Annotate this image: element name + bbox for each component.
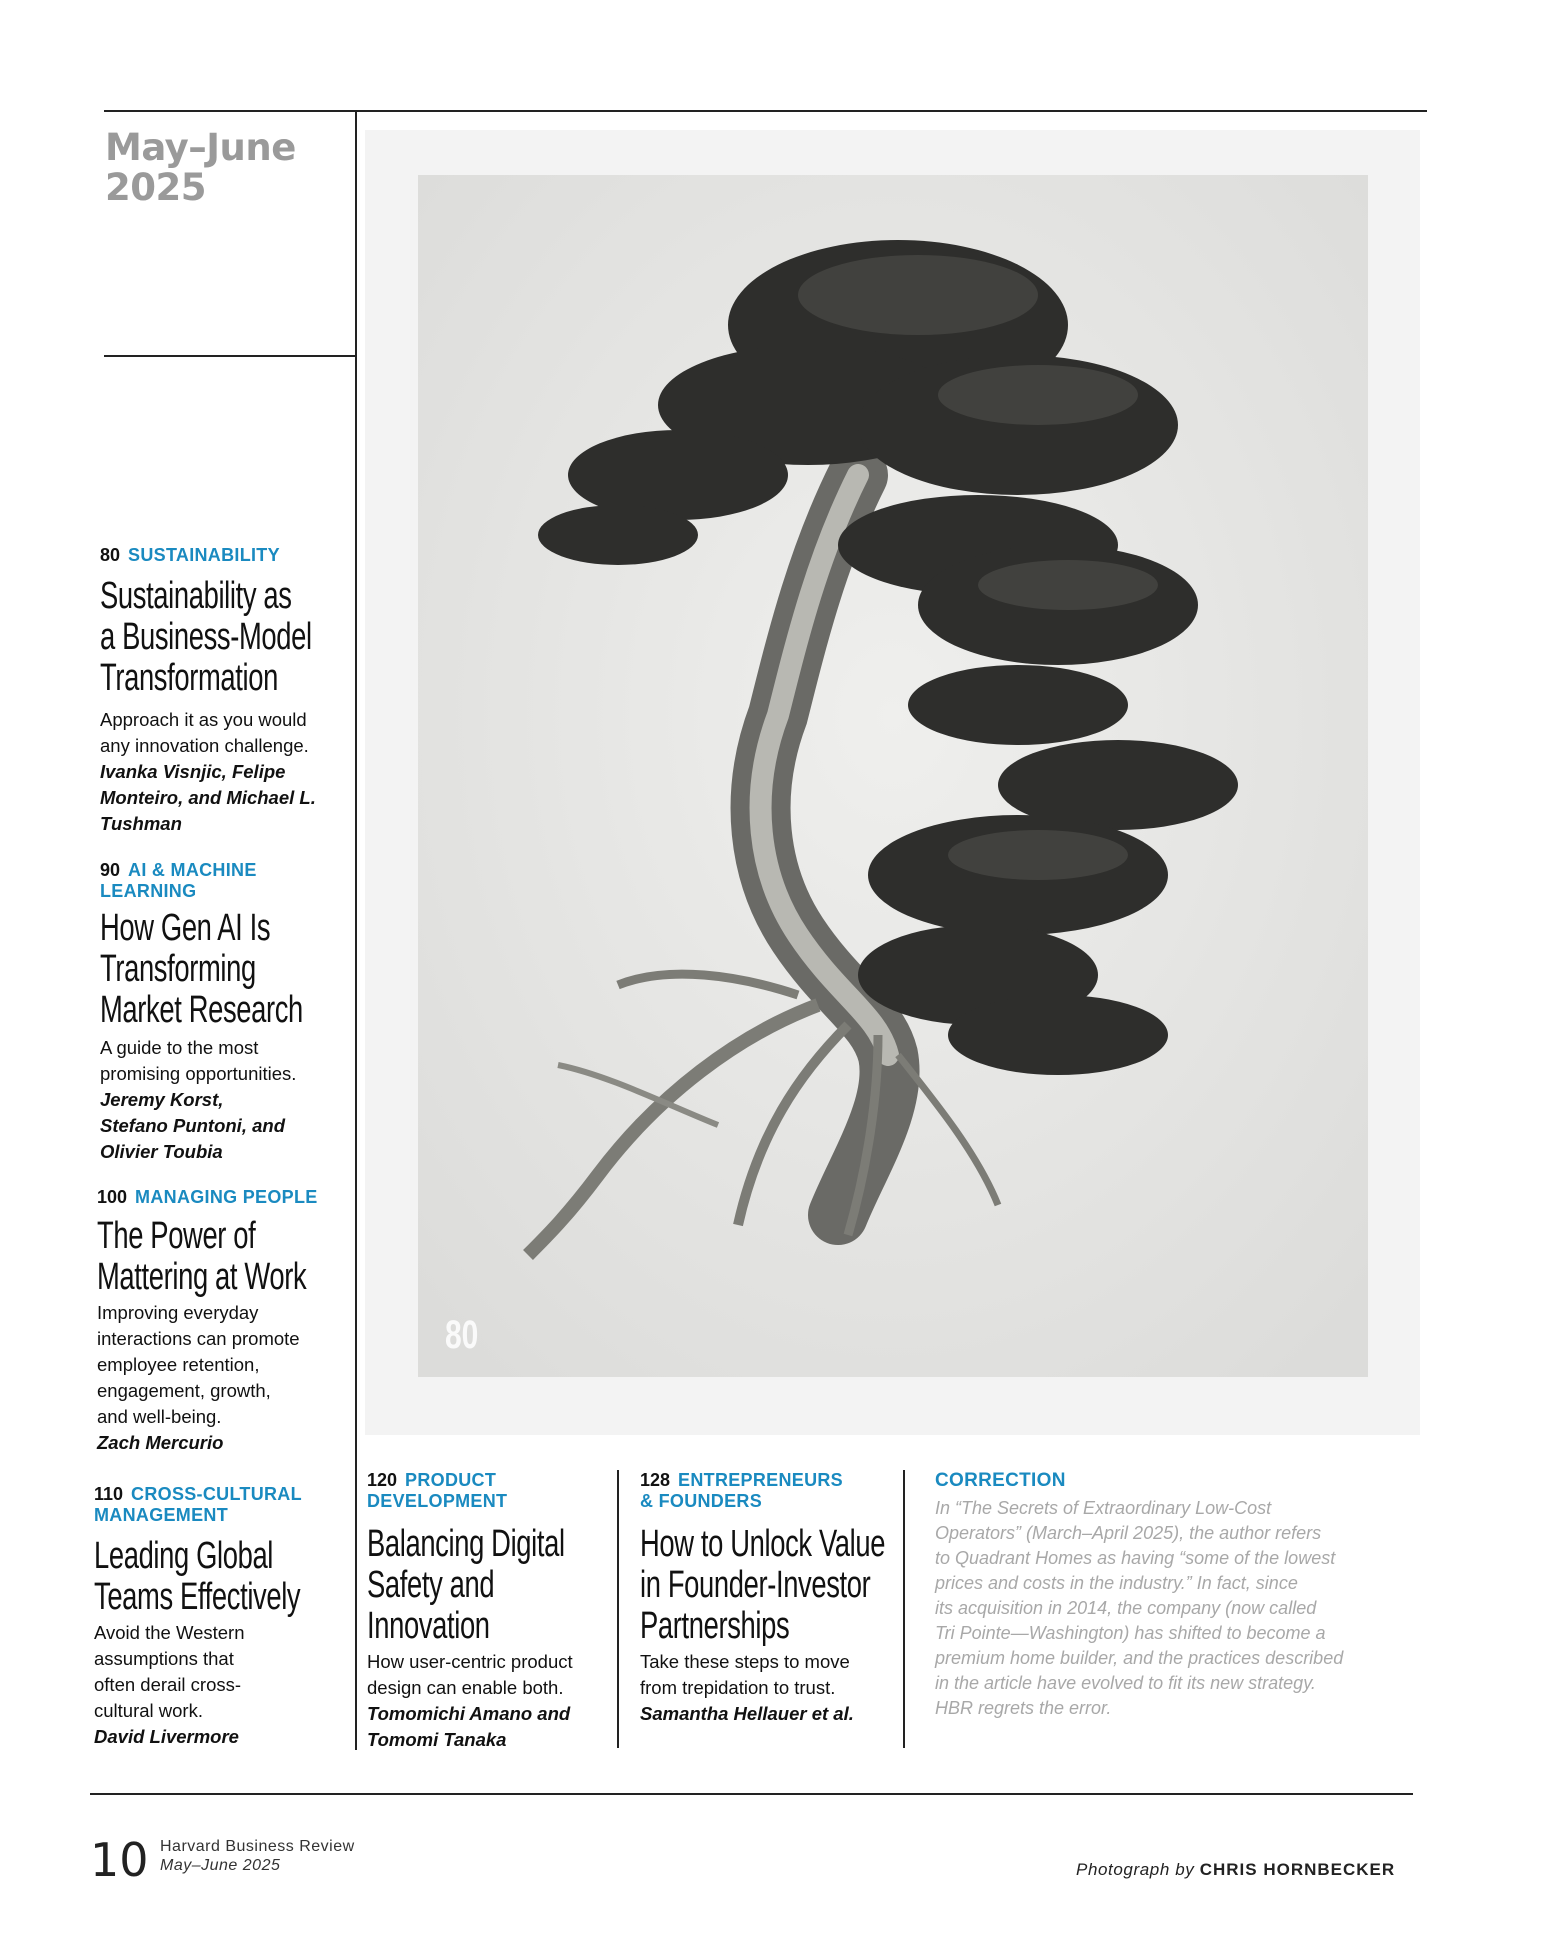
article-department: AI & MACHINE: [128, 860, 257, 880]
dek-line: from trepidation to trust.: [640, 1677, 836, 1698]
title-line: Safety and: [367, 1564, 495, 1606]
author-line: Zach Mercurio: [97, 1432, 224, 1453]
title-line: Transforming: [100, 948, 256, 990]
correction-line: to Quadrant Homes as having “some of the lowest: [935, 1548, 1336, 1568]
dek-line: engagement, growth,: [97, 1380, 271, 1401]
article-authors: [100, 759, 350, 837]
dek-line: design can enable both.: [367, 1677, 564, 1698]
title-line: The Power of: [97, 1215, 256, 1257]
author-line: David Livermore: [94, 1726, 239, 1747]
article-page-number: 120: [367, 1470, 398, 1490]
date-box-bottom-rule: [104, 355, 356, 357]
photo-credit: [1076, 1860, 1395, 1880]
issue-date: [105, 128, 296, 208]
bottom-column-divider-2: [903, 1470, 905, 1748]
dek-line: often derail cross-: [94, 1674, 242, 1695]
article-department: PRODUCT: [405, 1470, 497, 1490]
dek-line: any innovation challenge.: [100, 735, 309, 756]
article-title[interactable]: [97, 1215, 307, 1298]
correction-heading: CORRECTION: [935, 1470, 1066, 1491]
issue-date-month: May–June: [105, 126, 296, 169]
article-header: [100, 860, 350, 902]
top-rule: [104, 110, 1427, 112]
dek-line: Take these steps to move: [640, 1651, 850, 1672]
article-department-line2: MANAGEMENT: [94, 1505, 228, 1525]
article-department: SUSTAINABILITY: [128, 545, 280, 565]
author-line: Ivanka Visnjic, Felipe: [100, 761, 286, 782]
dek-line: promising opportunities.: [100, 1063, 297, 1084]
author-line: Olivier Toubia: [100, 1141, 223, 1162]
footer-rule: [90, 1793, 1413, 1795]
article-title[interactable]: [100, 575, 312, 699]
author-line: Monteiro, and Michael L.: [100, 787, 316, 808]
author-line: Samantha Hellauer et al.: [640, 1703, 854, 1724]
dek-line: interactions can promote: [97, 1328, 300, 1349]
article-department-line2: DEVELOPMENT: [367, 1491, 508, 1511]
dek-line: and well-being.: [97, 1406, 222, 1427]
magazine-name: Harvard Business Review: [160, 1838, 355, 1855]
article-department-line2: & FOUNDERS: [640, 1491, 763, 1511]
correction-line: Operators” (March–April 2025), the author refers: [935, 1523, 1322, 1543]
article-header: [640, 1470, 895, 1512]
correction-body: [935, 1496, 1385, 1721]
article-department: MANAGING PEOPLE: [135, 1187, 318, 1207]
article-managing-people[interactable]: [97, 1187, 352, 1456]
dek-line: employee retention,: [97, 1354, 260, 1375]
article-page-number: 110: [94, 1484, 124, 1504]
article-header: [97, 1187, 352, 1208]
dek-line: Avoid the Western: [94, 1622, 245, 1643]
dek-line: Improving everyday: [97, 1302, 259, 1323]
title-line: Sustainability as: [100, 575, 292, 617]
article-page-number: 90: [100, 860, 121, 880]
bottom-column-divider-1: [617, 1470, 619, 1748]
dek-line: How user-centric product: [367, 1651, 573, 1672]
dek-line: Approach it as you would: [100, 709, 307, 730]
article-authors: [640, 1701, 895, 1727]
bonsai-tree-photo: [418, 175, 1368, 1377]
title-line: Leading Global: [94, 1535, 274, 1577]
title-line: How Gen AI Is: [100, 907, 271, 949]
article-cross-cultural-management[interactable]: [94, 1484, 349, 1750]
title-line: Market Research: [100, 989, 303, 1031]
title-line: a Business-Model: [100, 616, 312, 658]
article-dek: [100, 1035, 350, 1087]
correction-notice: [935, 1470, 1395, 1721]
article-page-number: 128: [640, 1470, 671, 1490]
photo-page-reference: 80: [445, 1313, 479, 1357]
article-entrepreneurs-founders[interactable]: [640, 1470, 895, 1727]
article-authors: [97, 1430, 352, 1456]
article-page-number: 100: [97, 1187, 128, 1207]
article-dek: [367, 1649, 612, 1701]
author-line: Jeremy Korst,: [100, 1089, 224, 1110]
article-ai-machine-learning[interactable]: [100, 860, 350, 1165]
dek-line: A guide to the most: [100, 1037, 259, 1058]
article-dek: [640, 1649, 895, 1701]
title-line: Mattering at Work: [97, 1256, 307, 1298]
article-title[interactable]: [100, 907, 303, 1031]
article-title[interactable]: [367, 1523, 565, 1647]
article-authors: [367, 1701, 612, 1753]
left-column-divider: [355, 110, 357, 1750]
title-line: Transformation: [100, 657, 278, 699]
title-line: Teams Effectively: [94, 1576, 301, 1618]
article-department: ENTREPRENEURS: [678, 1470, 843, 1490]
author-line: Tomomi Tanaka: [367, 1729, 507, 1750]
title-line: How to Unlock Value: [640, 1523, 886, 1565]
author-line: Stefano Puntoni, and: [100, 1115, 285, 1136]
article-title[interactable]: [94, 1535, 301, 1618]
article-authors: [100, 1087, 350, 1165]
article-product-development[interactable]: [367, 1470, 612, 1753]
magazine-date: May–June 2025: [160, 1857, 281, 1874]
photo-credit-prefix: Photograph by: [1076, 1860, 1195, 1879]
article-header: [100, 545, 350, 566]
author-line: Tomomichi Amano and: [367, 1703, 571, 1724]
correction-line: premium home builder, and the practices described: [935, 1648, 1344, 1668]
article-page-number: 80: [100, 545, 121, 565]
title-line: Balancing Digital: [367, 1523, 565, 1565]
title-line: Innovation: [367, 1605, 490, 1647]
correction-line: in the article have evolved to fit its new strategy.: [935, 1673, 1316, 1693]
correction-line: prices and costs in the industry.” In fact, since: [935, 1573, 1298, 1593]
correction-line: its acquisition in 2014, the company (now called: [935, 1598, 1317, 1618]
title-line: Partnerships: [640, 1605, 790, 1647]
article-dek: [97, 1300, 352, 1430]
correction-line: In “The Secrets of Extraordinary Low-Cost: [935, 1498, 1272, 1518]
page-number: 10: [90, 1833, 149, 1887]
correction-line: HBR regrets the error.: [935, 1698, 1112, 1718]
dek-line: assumptions that: [94, 1648, 234, 1669]
article-dek: [100, 707, 350, 759]
article-title[interactable]: [640, 1523, 886, 1647]
bonsai-illustration: [418, 175, 1368, 1377]
article-department: CROSS-CULTURAL: [131, 1484, 302, 1504]
article-header: [94, 1484, 349, 1526]
correction-line: Tri Pointe—Washington) has shifted to become a: [935, 1623, 1326, 1643]
article-sustainability[interactable]: [100, 545, 350, 837]
author-line: Tushman: [100, 813, 182, 834]
article-department-line2: LEARNING: [100, 881, 197, 901]
photo-credit-name: CHRIS HORNBECKER: [1199, 1860, 1396, 1879]
article-dek: [94, 1620, 349, 1724]
article-header: [367, 1470, 612, 1512]
issue-date-year: 2025: [105, 166, 206, 209]
dek-line: cultural work.: [94, 1700, 203, 1721]
title-line: in Founder-Investor: [640, 1564, 871, 1606]
article-authors: [94, 1724, 349, 1750]
